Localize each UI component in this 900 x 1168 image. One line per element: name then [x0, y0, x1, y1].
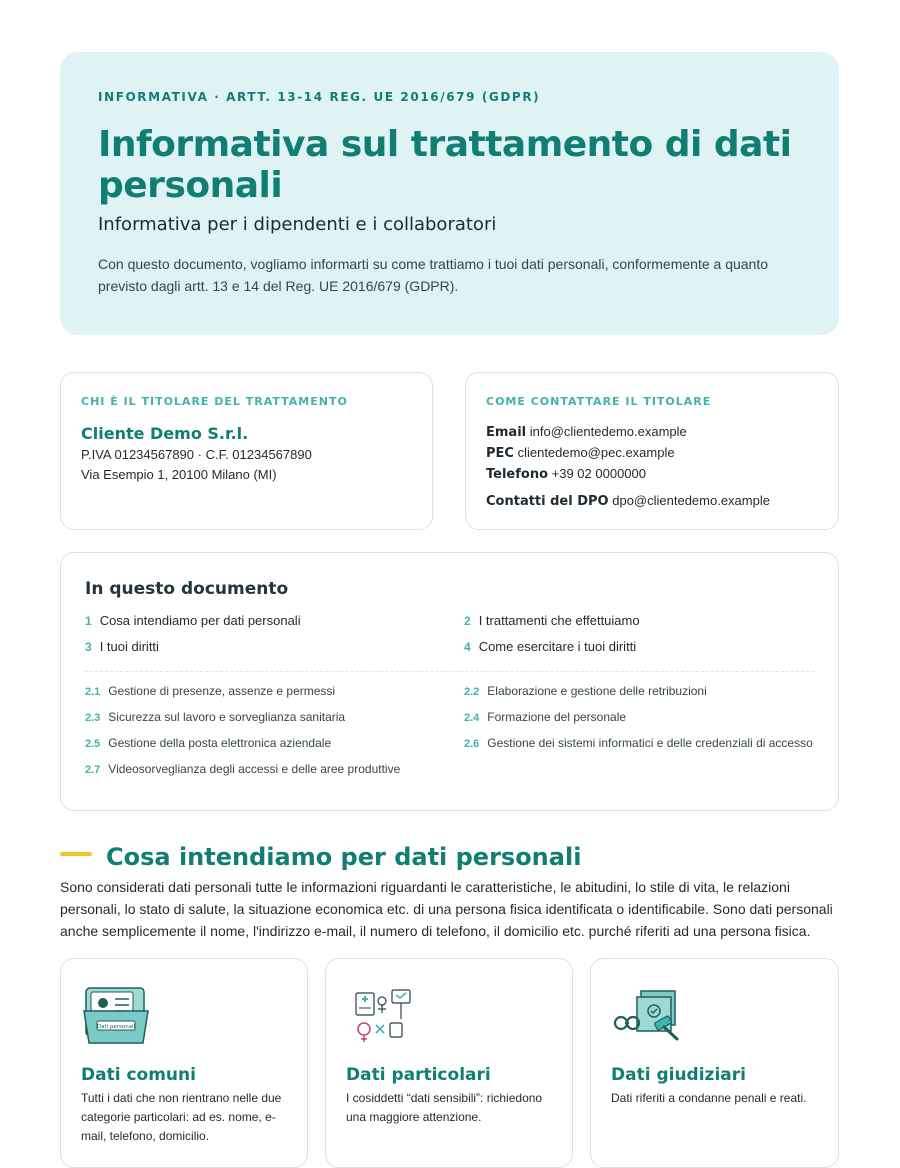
hero-banner	[60, 52, 839, 335]
contact-pec-row	[486, 443, 818, 464]
category-card-giudiziari	[590, 958, 839, 1168]
folder-id-icon	[81, 985, 161, 1049]
dpo-label: Contatti del DPO	[486, 494, 609, 509]
titolare-card	[60, 372, 433, 530]
titolare-name: Cliente Demo S.r.l.	[81, 424, 249, 443]
section-text: Sono considerati dati personali tutte le informazioni riguardanti le caratteristiche, le abitudini, lo stile di vita, le relazioni personali, lo stato di salute, la situazione economica etc. di una persona fisica identificata o identificabile. Sono dati personali anche semplicemente il nome, l'indirizzo e-mail, il numero di telefono, il domicilio etc. purché riferiti ad una persona fisica.	[60, 879, 833, 939]
category-card-comuni	[60, 958, 308, 1168]
sensitive-data-icon	[346, 985, 426, 1049]
toc-subitem-2-7[interactable]: 2.7 Videosorveglianza degli accessi e delle aree produttive	[85, 762, 401, 776]
contatti-card	[465, 372, 839, 530]
folder-label-text: Dati personali	[96, 1024, 136, 1030]
judicial-data-icon	[611, 985, 691, 1049]
toc-item-1[interactable]: 1 Cosa intendiamo per dati personali	[85, 613, 301, 628]
toc-subitem-2-6[interactable]: 2.6 Gestione dei sistemi informatici e delle credenziali di accesso	[464, 736, 813, 750]
page-title: Informativa sul trattamento di dati personali	[98, 124, 792, 206]
intro-text: Con questo documento, vogliamo informarti su come trattiamo i tuoi dati personali, conformemente a quanto previsto dagli artt. 13 e 14 del Reg. UE 2016/679 (GDPR).	[98, 256, 769, 294]
titolare-label: CHI È IL TITOLARE DEL TRATTAMENTO	[81, 395, 348, 408]
contatti-label: COME CONTATTARE IL TITOLARE	[486, 395, 712, 408]
toc-item-2[interactable]: 2 I trattamenti che effettuiamo	[464, 613, 640, 628]
category-title-giudiziari: Dati giudiziari	[611, 1065, 746, 1085]
toc-subitem-2-4[interactable]: 2.4 Formazione del personale	[464, 710, 627, 724]
toc-divider	[85, 671, 814, 672]
email-label: Email	[486, 425, 527, 440]
tel-label: Telefono	[486, 467, 549, 482]
contact-tel-row	[486, 464, 818, 485]
contact-dpo-row	[486, 491, 818, 512]
toc-item-3[interactable]: 3 I tuoi diritti	[85, 639, 159, 654]
contact-email-row	[486, 422, 818, 443]
toc-subitem-2-3[interactable]: 2.3 Sicurezza sul lavoro e sorveglianza sanitaria	[85, 710, 346, 724]
category-desc-particolari: I cosiddetti “dati sensibili”: richiedono una maggiore attenzione.	[346, 1091, 543, 1124]
section-title: Cosa intendiamo per dati personali	[106, 843, 582, 871]
titolare-address: Via Esempio 1, 20100 Milano (MI)	[81, 467, 277, 482]
dpo-link[interactable]: dpo@clientedemo.example	[612, 493, 770, 508]
section-accent-bar	[60, 852, 92, 856]
toc-title: In questo documento	[85, 579, 289, 599]
page-subtitle: Informativa per i dipendenti e i collaboratori	[98, 214, 497, 235]
category-desc-comuni: Tutti i dati che non rientrano nelle due categorie particolari: ad es. nome, e-mail, telefono, domicilio.	[81, 1091, 282, 1143]
pec-label: PEC	[486, 446, 514, 461]
titolare-fiscal: P.IVA 01234567890 · C.F. 01234567890	[81, 447, 312, 462]
email-link[interactable]: info@clientedemo.example	[529, 424, 687, 439]
category-desc-giudiziari: Dati riferiti a condanne penali e reati.	[611, 1091, 807, 1105]
tel-link[interactable]: +39 02 0000000	[551, 466, 646, 481]
toc-subitem-2-1[interactable]: 2.1 Gestione di presenze, assenze e permessi	[85, 684, 336, 698]
hero-eyebrow: INFORMATIVA · ARTT. 13-14 REG. UE 2016/679 (GDPR)	[98, 90, 541, 104]
category-card-particolari	[325, 958, 573, 1168]
toc-card	[60, 552, 839, 811]
toc-subitem-2-2[interactable]: 2.2 Elaborazione e gestione delle retribuzioni	[464, 684, 707, 698]
category-title-comuni: Dati comuni	[81, 1065, 196, 1085]
toc-subitem-2-5[interactable]: 2.5 Gestione della posta elettronica aziendale	[85, 736, 332, 750]
pec-link[interactable]: clientedemo@pec.example	[517, 445, 675, 460]
toc-item-4[interactable]: 4 Come esercitare i tuoi diritti	[464, 639, 637, 654]
category-title-particolari: Dati particolari	[346, 1065, 491, 1085]
